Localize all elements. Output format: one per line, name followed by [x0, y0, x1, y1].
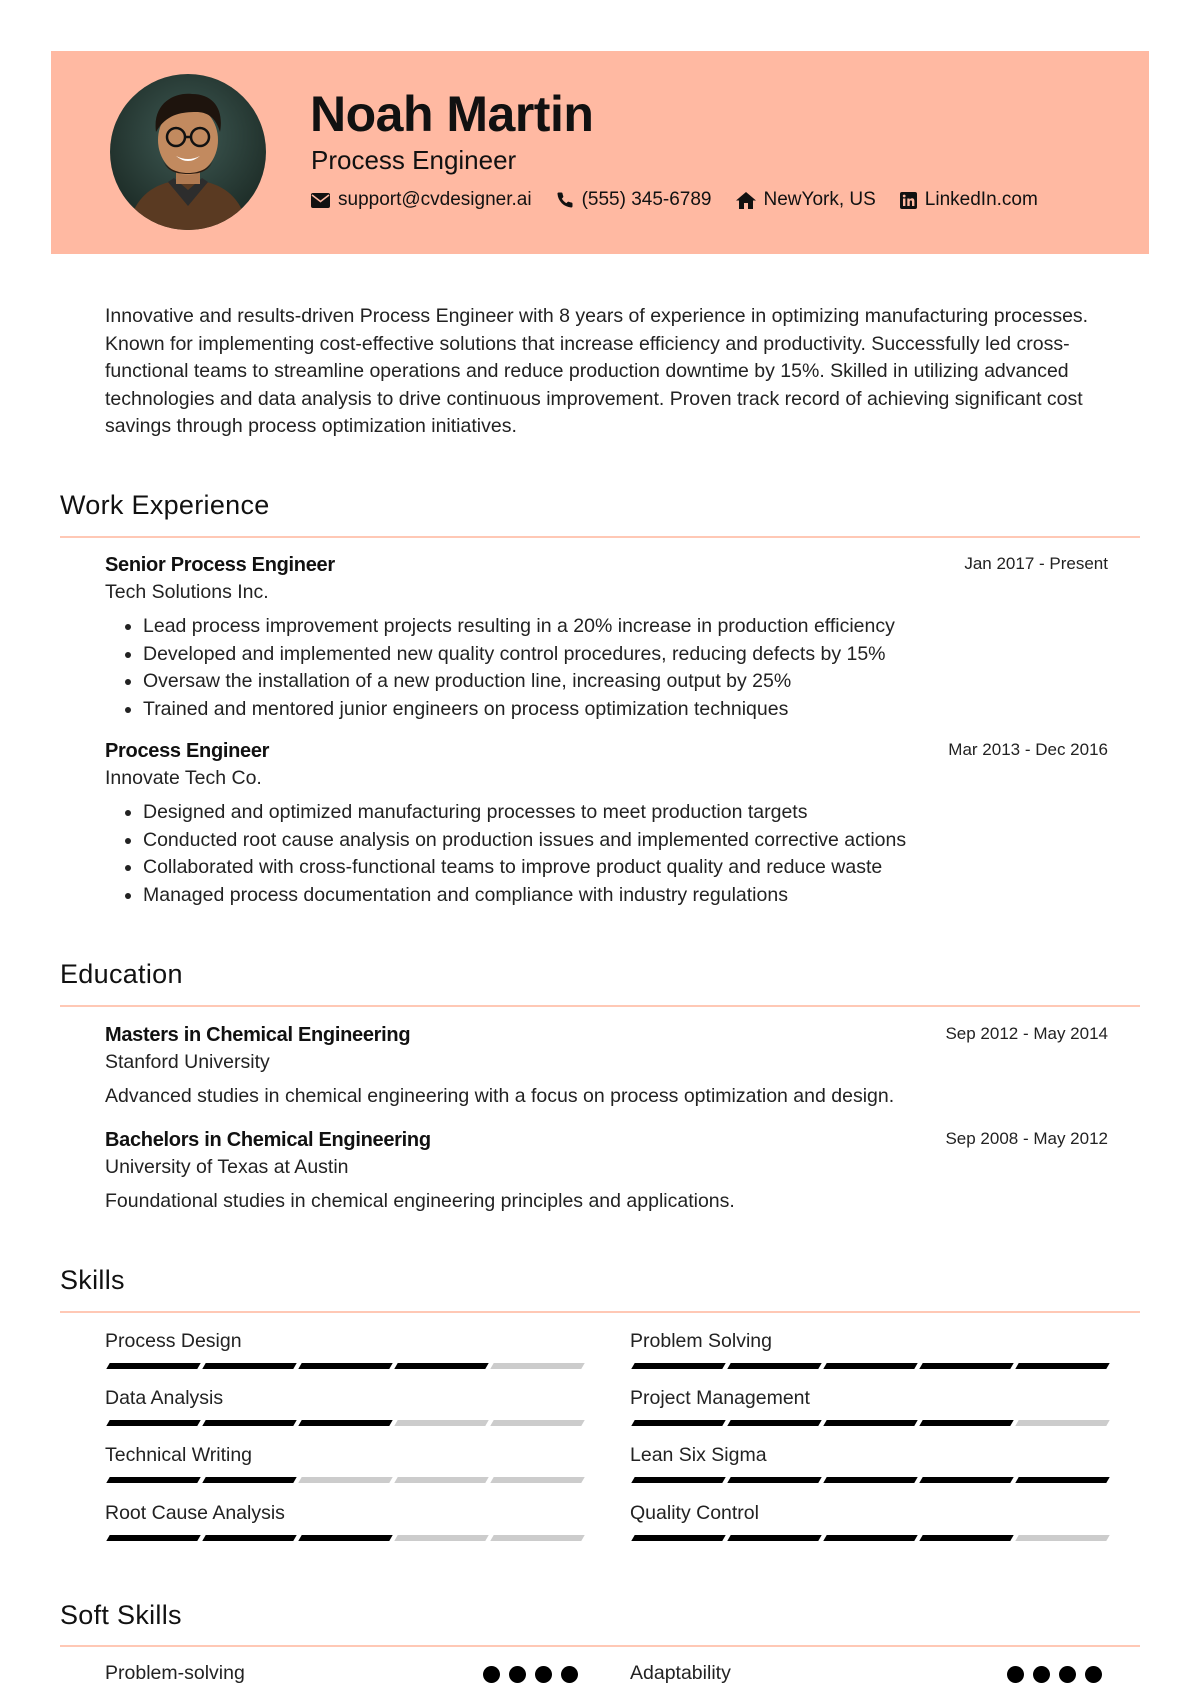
soft-skill-label: Problem-solving [105, 1662, 245, 1684]
rating-dot [1059, 1666, 1076, 1683]
contact-phone[interactable] [556, 189, 712, 211]
skill-segment-filled [727, 1477, 821, 1483]
skill-segment-filled [727, 1535, 821, 1541]
skill-segment-filled [106, 1477, 200, 1483]
soft-skill-rating [483, 1666, 587, 1683]
rating-dot [561, 1666, 578, 1683]
skill-label: Quality Control [630, 1502, 759, 1524]
skill-segment-empty [1015, 1535, 1109, 1541]
skill-segment-filled [823, 1363, 917, 1369]
skill-segment-filled [919, 1535, 1013, 1541]
skill-segment-filled [298, 1535, 392, 1541]
soft-skill-rating [1007, 1666, 1111, 1683]
job-bullet: • Conducted root cause analysis on production issues and implemented corrective actions [143, 827, 1103, 855]
skill-segment-empty [490, 1535, 584, 1541]
degree-dates: Sep 2008 - May 2012 [945, 1129, 1108, 1148]
skill-segment-filled [298, 1420, 392, 1426]
skill-segment-empty [490, 1477, 584, 1483]
skill-segment-filled [202, 1477, 296, 1483]
skill-label: Data Analysis [105, 1387, 224, 1409]
skill-level-bar [633, 1535, 1113, 1541]
rating-dot [483, 1666, 500, 1683]
soft-skill-label: Adaptability [630, 1662, 731, 1684]
job-bullet: • Collaborated with cross-functional teams to improve product quality and reduce waste [143, 854, 1103, 882]
skill-segment-filled [823, 1420, 917, 1426]
skill-segment-filled [631, 1363, 725, 1369]
linkedin-text: LinkedIn.com [924, 189, 1038, 210]
skill-segment-filled [919, 1477, 1013, 1483]
skill-segment-filled [202, 1535, 296, 1541]
profile-photo [110, 74, 266, 230]
skill-level-bar [108, 1420, 588, 1426]
work-experience-heading: Work Experience [60, 490, 270, 520]
skill-label: Problem Solving [630, 1330, 772, 1352]
job-bullets [105, 799, 1103, 909]
avatar [110, 74, 266, 230]
skill-segment-filled [727, 1363, 821, 1369]
skill-segment-filled [106, 1420, 200, 1426]
rating-dot [1007, 1666, 1024, 1683]
skill-segment-filled [823, 1535, 917, 1541]
skill-segment-empty [394, 1535, 488, 1541]
resume-header [51, 51, 1149, 254]
skill-label: Process Design [105, 1330, 242, 1352]
skill-segment-empty [1015, 1420, 1109, 1426]
school-name: Stanford University [105, 1051, 270, 1073]
section-divider [60, 1311, 1140, 1313]
phone-icon [556, 191, 574, 209]
job-bullets [105, 613, 1103, 723]
skill-segment-filled [631, 1420, 725, 1426]
job-dates: Mar 2013 - Dec 2016 [948, 740, 1108, 759]
degree-title: Bachelors in Chemical Engineering [105, 1129, 431, 1151]
skill-segment-filled [394, 1363, 488, 1369]
skill-level-bar [108, 1535, 588, 1541]
skill-level-bar [108, 1477, 588, 1483]
skill-segment-filled [202, 1363, 296, 1369]
location-text: NewYork, US [763, 189, 876, 210]
skill-level-bar [633, 1363, 1113, 1369]
rating-dot [1085, 1666, 1102, 1683]
rating-dot [1033, 1666, 1050, 1683]
job-dates: Jan 2017 - Present [964, 554, 1108, 573]
job-title: Process Engineer [105, 740, 270, 762]
skill-level-bar [633, 1477, 1113, 1483]
skill-segment-filled [823, 1477, 917, 1483]
home-icon [736, 192, 756, 209]
rating-dot [509, 1666, 526, 1683]
job-title: Senior Process Engineer [105, 554, 335, 576]
rating-dot [535, 1666, 552, 1683]
job-bullet: • Trained and mentored junior engineers on process optimization techniques [143, 696, 1103, 724]
skill-level-bar [108, 1363, 588, 1369]
candidate-name: Noah Martin [310, 86, 594, 142]
contact-linkedin[interactable] [900, 189, 1038, 211]
job-bullet: • Managed process documentation and compliance with industry regulations [143, 882, 1103, 910]
linkedin-icon [900, 192, 917, 209]
soft-skills-heading: Soft Skills [60, 1600, 182, 1630]
skill-label: Project Management [630, 1387, 810, 1409]
section-divider [60, 1005, 1140, 1007]
skill-label: Root Cause Analysis [105, 1502, 285, 1524]
section-divider [60, 536, 1140, 538]
education-heading: Education [60, 959, 183, 989]
skill-segment-filled [727, 1420, 821, 1426]
email-text: support@cvdesigner.ai [338, 189, 532, 210]
degree-description: Advanced studies in chemical engineering with a focus on process optimization and design. [105, 1085, 895, 1107]
job-bullet: • Oversaw the installation of a new production line, increasing output by 25% [143, 668, 1103, 696]
skill-segment-empty [394, 1477, 488, 1483]
skill-level-bar [633, 1420, 1113, 1426]
skill-segment-filled [202, 1420, 296, 1426]
candidate-title: Process Engineer [311, 145, 517, 175]
contact-row [311, 189, 1062, 211]
skill-segment-filled [919, 1420, 1013, 1426]
skill-segment-filled [631, 1535, 725, 1541]
skill-segment-filled [106, 1535, 200, 1541]
degree-title: Masters in Chemical Engineering [105, 1024, 411, 1046]
job-company: Tech Solutions Inc. [105, 581, 269, 603]
section-divider [60, 1645, 1140, 1647]
job-bullet: • Developed and implemented new quality control procedures, reducing defects by 15% [143, 641, 1103, 669]
skill-segment-filled [631, 1477, 725, 1483]
envelope-icon [311, 193, 330, 208]
degree-dates: Sep 2012 - May 2014 [945, 1024, 1108, 1043]
skill-segment-empty [490, 1363, 584, 1369]
skill-segment-filled [919, 1363, 1013, 1369]
job-company: Innovate Tech Co. [105, 767, 262, 789]
skill-segment-empty [298, 1477, 392, 1483]
skill-segment-filled [106, 1363, 200, 1369]
job-bullet: • Designed and optimized manufacturing processes to meet production targets [143, 799, 1103, 827]
skill-segment-empty [394, 1420, 488, 1426]
contact-location [736, 189, 876, 211]
job-bullet: • Lead process improvement projects resulting in a 20% increase in production efficiency [143, 613, 1103, 641]
skill-segment-filled [298, 1363, 392, 1369]
skill-segment-filled [1015, 1363, 1109, 1369]
degree-description: Foundational studies in chemical engineering principles and applications. [105, 1190, 735, 1212]
skills-heading: Skills [60, 1265, 125, 1295]
school-name: University of Texas at Austin [105, 1156, 349, 1178]
contact-email[interactable] [311, 189, 532, 211]
skill-segment-filled [1015, 1477, 1109, 1483]
skill-segment-empty [490, 1420, 584, 1426]
phone-text: (555) 345-6789 [581, 189, 712, 210]
skill-label: Technical Writing [105, 1444, 253, 1466]
professional-summary: Innovative and results-driven Process Engineer with 8 years of experience in optimizing manufacturing processes. Known for implementing cost-effective solutions that increase efficiency and productivity. Successfully led cross-functional teams to streamline operations and reduce production downtime by 15%. Skilled in utilizing advanced technologies and data analysis to drive continuous improvement. Proven track record of achieving significant cost savings through process optimization initiatives. [105, 305, 1089, 437]
skill-label: Lean Six Sigma [630, 1444, 767, 1466]
